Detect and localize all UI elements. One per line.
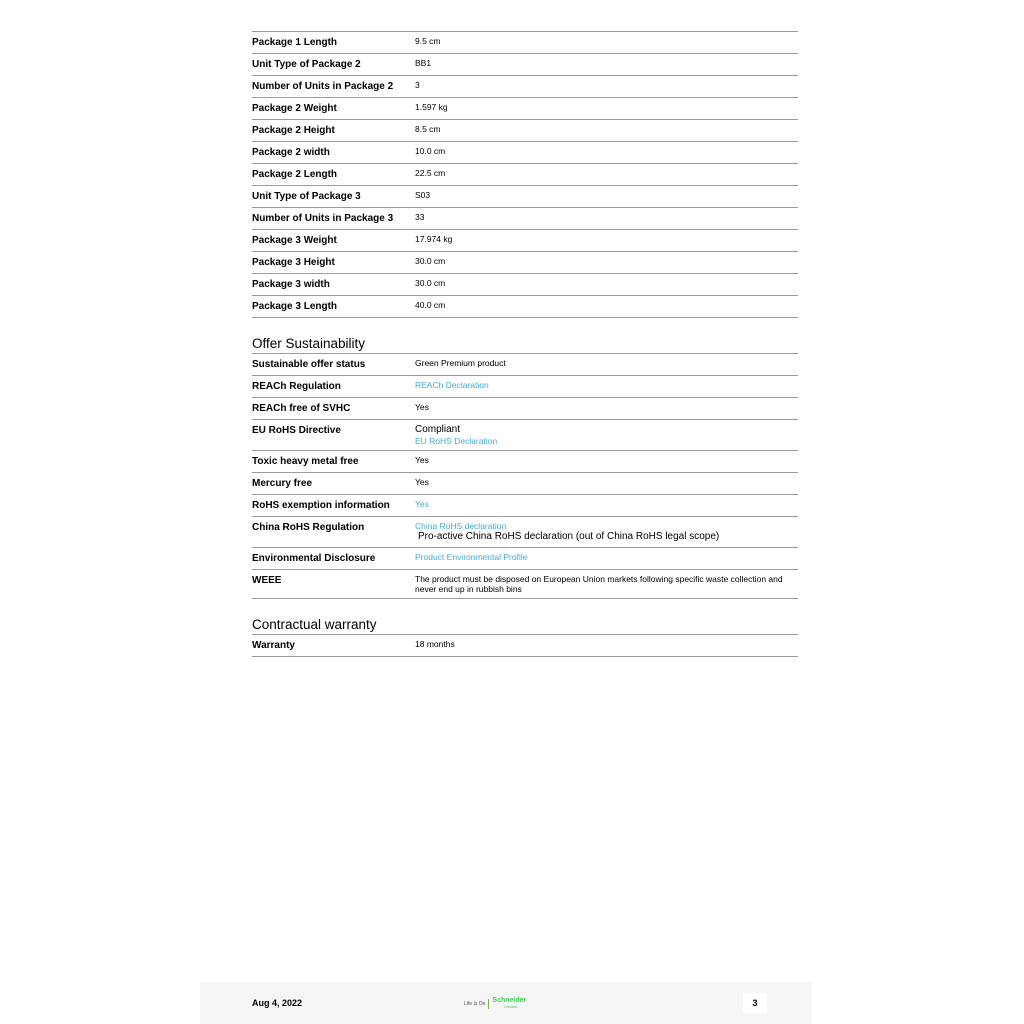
- china-rohs-declaration-link[interactable]: China RoHS declaration: [415, 521, 507, 531]
- table-row: [252, 274, 798, 296]
- row-label: Number of Units in Package 2: [252, 81, 394, 92]
- row-label: Number of Units in Package 3: [252, 213, 394, 224]
- row-label: REACh free of SVHC: [252, 403, 351, 414]
- table-row: [252, 398, 798, 420]
- china-rohs-note: Pro-active China RoHS declaration (out of China RoHS legal scope): [418, 531, 720, 542]
- table-row: [252, 32, 798, 54]
- table-row: [252, 120, 798, 142]
- table-row: [252, 230, 798, 252]
- table-row: [252, 420, 798, 451]
- compliance-status: Compliant: [415, 424, 461, 435]
- row-label: Package 2 Length: [252, 169, 338, 180]
- rohs-exemption-link[interactable]: Yes: [415, 499, 429, 509]
- table-row: [252, 548, 798, 570]
- logo-tagline: Life Is On: [464, 1001, 486, 1007]
- table-row: [252, 517, 798, 548]
- row-label: WEEE: [252, 575, 282, 586]
- row-value: [415, 376, 798, 397]
- reach-declaration-link[interactable]: REACh Declaration: [415, 380, 489, 390]
- row-label: China RoHS Regulation: [252, 522, 365, 533]
- row-label: Package 2 width: [252, 147, 330, 158]
- row-label: Mercury free: [252, 478, 313, 489]
- row-value: 9.5 cm: [415, 36, 441, 46]
- table-row: [252, 142, 798, 164]
- table-row: [252, 570, 798, 599]
- table-row: [252, 354, 798, 376]
- row-label: Unit Type of Package 2: [252, 59, 361, 70]
- table-row: [252, 164, 798, 186]
- row-label: Toxic heavy metal free: [252, 456, 359, 467]
- row-label: Package 2 Height: [252, 125, 335, 136]
- row-value: 18 months: [415, 639, 455, 649]
- row-value: [415, 548, 798, 569]
- logo-brand-name: Schneider: [492, 997, 527, 1004]
- row-value: BB1: [415, 58, 432, 68]
- logo-brand: [492, 998, 526, 1010]
- schneider-electric-logo: [464, 998, 526, 1010]
- row-value: 30.0 cm: [415, 278, 446, 288]
- row-label: REACh Regulation: [252, 381, 341, 392]
- row-value: 8.5 cm: [415, 124, 441, 134]
- table-row: [252, 98, 798, 120]
- eu-rohs-declaration-link[interactable]: EU RoHS Declaration: [415, 436, 498, 446]
- page-footer: [200, 982, 812, 1024]
- table-row: [252, 495, 798, 517]
- table-row: [252, 296, 798, 318]
- row-label: Package 3 Weight: [252, 235, 337, 246]
- packaging-table: [252, 31, 798, 318]
- row-label: Sustainable offer status: [252, 359, 366, 370]
- table-row: [252, 635, 798, 657]
- row-value: 3: [415, 80, 420, 90]
- row-value: Yes: [415, 402, 429, 412]
- row-label: Environmental Disclosure: [252, 553, 376, 564]
- row-value: 33: [415, 212, 425, 222]
- table-row: [252, 473, 798, 495]
- row-label: EU RoHS Directive: [252, 425, 341, 436]
- logo-divider: [488, 999, 489, 1009]
- footer-date: Aug 4, 2022: [252, 998, 303, 1008]
- row-label: Package 1 Length: [252, 37, 338, 48]
- logo-brand-sub: Electric: [504, 1004, 518, 1009]
- environmental-profile-link[interactable]: Product Environmental Profile: [415, 552, 528, 562]
- page-content: [252, 31, 798, 657]
- table-row: [252, 54, 798, 76]
- row-label: RoHS exemption information: [252, 500, 390, 511]
- row-label: Package 3 width: [252, 279, 330, 290]
- row-label: Package 2 Weight: [252, 103, 337, 114]
- row-value: 40.0 cm: [415, 300, 446, 310]
- row-value: Yes: [415, 477, 429, 487]
- table-row: [252, 208, 798, 230]
- row-value: S03: [415, 190, 431, 200]
- row-value: 17.974 kg: [415, 234, 453, 244]
- row-value: 30.0 cm: [415, 256, 446, 266]
- row-value: Green Premium product: [415, 358, 506, 368]
- row-value: 1.597 kg: [415, 102, 448, 112]
- table-row: [252, 376, 798, 398]
- table-row: [252, 252, 798, 274]
- row-value: 10.0 cm: [415, 146, 446, 156]
- row-label: Package 3 Height: [252, 257, 335, 268]
- warranty-table: [252, 634, 798, 657]
- row-value: [415, 495, 798, 516]
- table-row: [252, 186, 798, 208]
- row-value: The product must be disposed on European Union markets following specific waste collection and never end up in rubbish bins: [415, 574, 783, 594]
- sustainability-table: [252, 353, 798, 599]
- row-label: Package 3 Length: [252, 301, 338, 312]
- row-value: 22.5 cm: [415, 168, 446, 178]
- table-row: [252, 76, 798, 98]
- row-value: [415, 517, 798, 547]
- table-row: [252, 451, 798, 473]
- row-value: Yes: [415, 455, 429, 465]
- row-label: Unit Type of Package 3: [252, 191, 361, 202]
- section-title-sustainability: Offer Sustainability: [252, 336, 366, 351]
- section-title-warranty: Contractual warranty: [252, 617, 377, 632]
- row-label: Warranty: [252, 640, 295, 651]
- row-value: [415, 420, 798, 450]
- page-number: 3: [743, 993, 767, 1013]
